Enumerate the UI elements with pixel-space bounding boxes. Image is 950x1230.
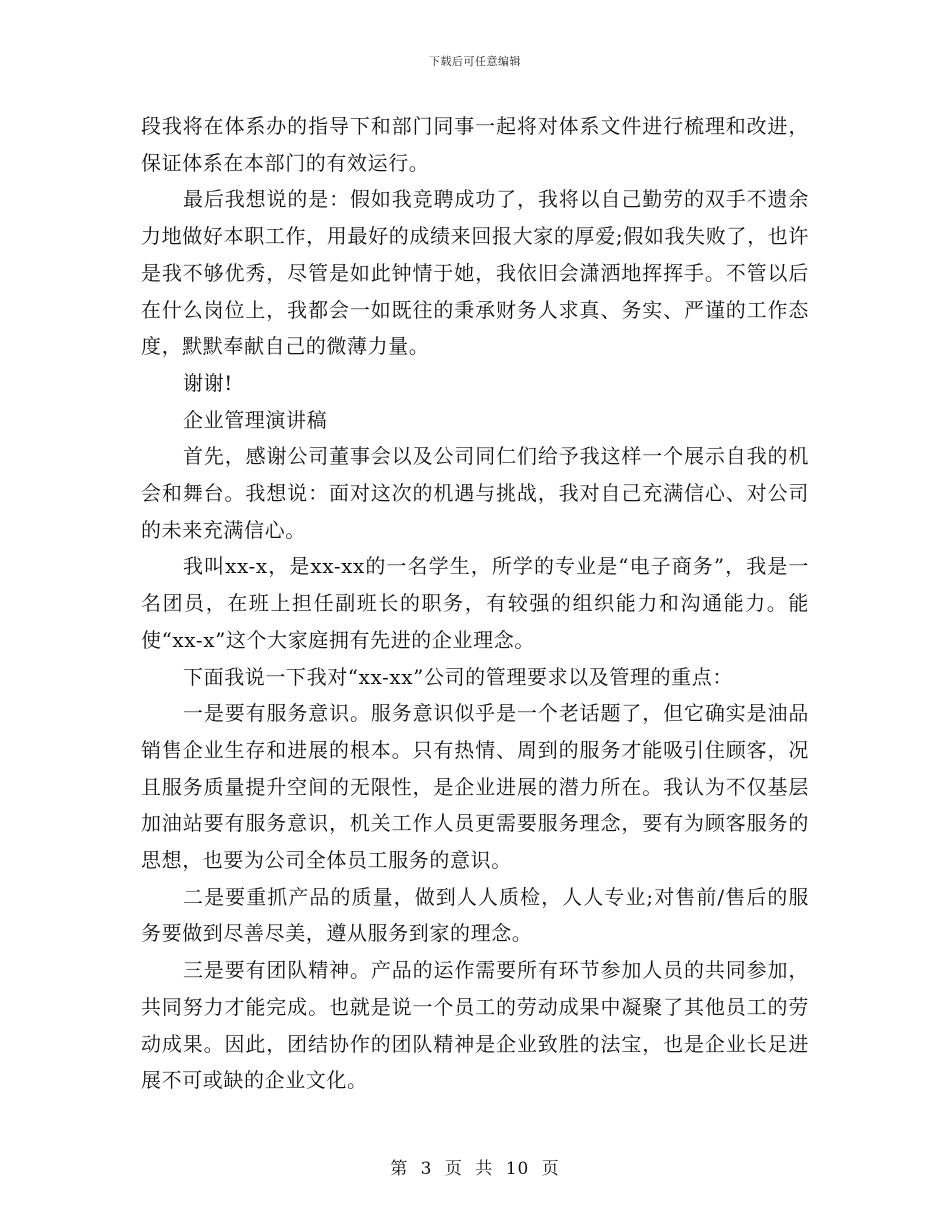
paragraph: 二是要重抓产品的质量，做到人人质检，人人专业;对售前/售后的服务要做到尽善尽美，遵从服务到家的理念。	[141, 884, 809, 946]
section-title: 企业管理演讲稿	[183, 407, 328, 432]
page-header: 下载后可任意编辑	[429, 55, 521, 68]
paragraph: 三是要有团队精神。产品的运作需要所有环节参加人员的共同参加，共同努力才能完成。也就是说一个员工的劳动成果中凝聚了其他员工的劳动成果。因此，团结协作的团队精神是企业致胜的法宝，也是企业长足进展不可或缺的企业文化。	[141, 958, 809, 1093]
page-number: 第 3 页 共 10 页	[390, 1159, 560, 1179]
paragraph: 我叫xx-x，是xx-xx的一名学生，所学的专业是“电子商务”，我是一名团员，在班上担任副班长的职务，有较强的组织能力和沟通能力。能使“xx-x”这个大家庭拥有先进的企业理念。	[141, 554, 809, 652]
paragraph: 下面我说一下我对“xx-xx”公司的管理要求以及管理的重点：	[183, 664, 733, 689]
paragraph: 一是要有服务意识。服务意识似乎是一个老话题了，但它确实是油品销售企业生存和进展的根本。只有热情、周到的服务才能吸引住顾客，况且服务质量提升空间的无限性，是企业进展的潜力所在。我认为不仅基层加油站要有服务意识，机关工作人员更需要服务理念，要有为顾客服务的思想，也要为公司全体员工服务的意识。	[141, 701, 809, 873]
paragraph: 谢谢!	[183, 370, 233, 395]
paragraph: 首先，感谢公司董事会以及公司同仁们给予我这样一个展示自我的机会和舞台。我想说：面对这次的机遇与挑战，我对自己充满信心、对公司的未来充满信心。	[141, 444, 809, 542]
document-body	[141, 108, 809, 1099]
paragraph: 段我将在体系办的指导下和部门同事一起将对体系文件进行梳理和改进，保证体系在本部门的有效运行。	[141, 114, 809, 175]
paragraph: 最后我想说的是：假如我竞聘成功了，我将以自己勤劳的双手不遗余力地做好本职工作，用最好的成绩来回报大家的厚爱;假如我失败了，也许是我不够优秀，尽管是如此钟情于她，我依旧会潇洒地挥挥手。不管以后在什么岗位上，我都会一如既往的秉承财务人求真、务实、严谨的工作态度，默默奉献自己的微薄力量。	[141, 187, 809, 359]
